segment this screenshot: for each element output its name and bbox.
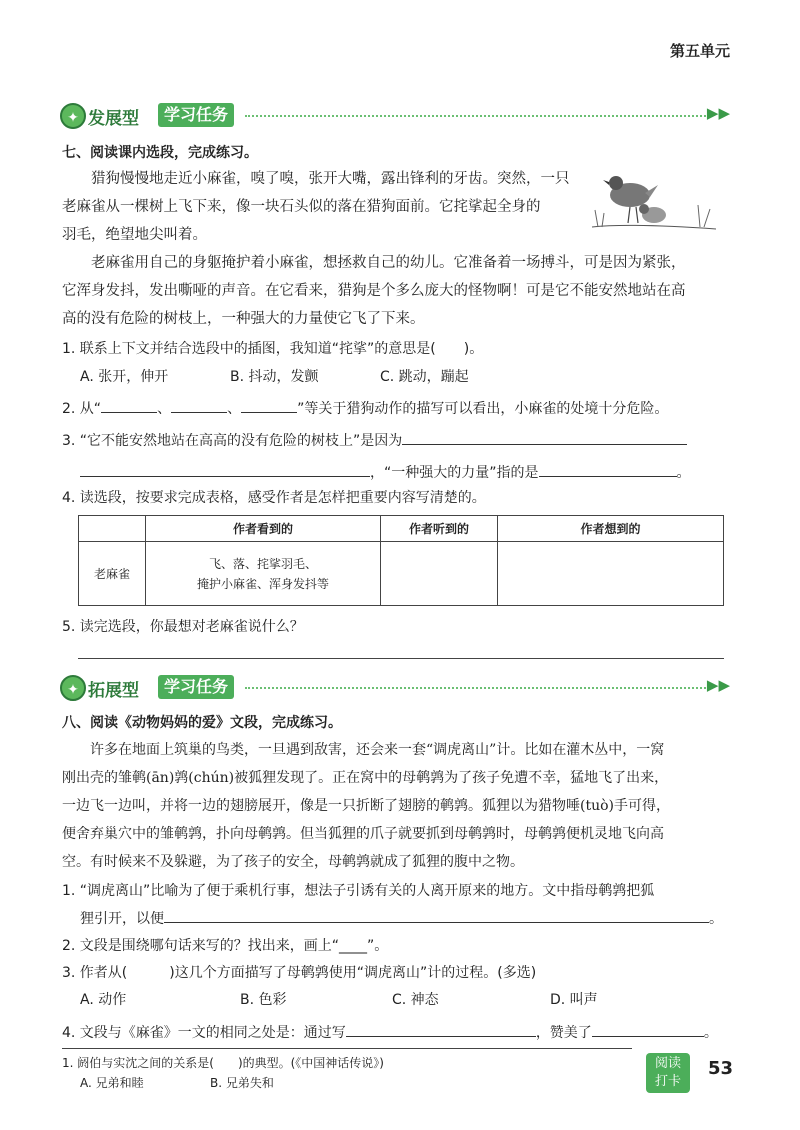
passage-line: 羽毛，绝望地尖叫着。 — [62, 227, 207, 243]
table-cell-heard-input[interactable] — [381, 542, 498, 606]
cell-line: 掩护小麻雀、浑身发抖等 — [196, 576, 329, 591]
option-b[interactable]: B. 色彩 — [240, 992, 287, 1008]
question-3 — [62, 430, 687, 452]
s8q4-mid: ，赞美了 — [535, 1025, 592, 1041]
section-banner-development — [60, 103, 730, 129]
footer-divider — [62, 1048, 632, 1049]
answer-blank[interactable] — [592, 1022, 704, 1037]
banner-label-b: 学习任务 — [158, 103, 234, 127]
passage-paragraph-1 — [62, 165, 582, 193]
dotted-divider — [245, 115, 710, 117]
s8q1-end: 。 — [709, 911, 723, 927]
arrow-icon: ▶▶ — [706, 676, 730, 694]
q3-text: 3. “它不能安然地站在高高的没有危险的树枝上”是因为 — [62, 433, 403, 449]
answer-blank[interactable] — [539, 462, 677, 477]
table-header-thought: 作者想到的 — [498, 516, 724, 542]
section8-question-4 — [62, 1022, 718, 1044]
section7-title: 七、阅读课内选段，完成练习。 — [62, 145, 258, 161]
cell-line: 飞、落、挓挲羽毛、 — [208, 556, 317, 571]
question-3-line-2 — [80, 462, 691, 484]
footer-option-b[interactable]: B. 兄弟失和 — [210, 1076, 274, 1090]
q2-sep: 、 — [157, 401, 172, 417]
option-b[interactable]: B. 抖动，发颤 — [230, 369, 319, 385]
s8q4-text: 4. 文段与《麻雀》一文的相同之处是：通过写 — [62, 1025, 346, 1041]
option-d[interactable]: D. 叫声 — [550, 992, 598, 1008]
option-a[interactable]: A. 动作 — [80, 992, 127, 1008]
footer-question: 1. 阏伯与实沈之间的关系是( )的典型。(《中国神话传说》) — [62, 1056, 384, 1070]
answer-blank[interactable] — [80, 462, 370, 477]
lightbulb-icon: ✦ — [60, 675, 86, 701]
answer-line[interactable] — [78, 658, 724, 659]
observation-table — [78, 515, 724, 606]
question-1: 1. 联系上下文并结合选段中的插图，我知道“挓挲”的意思是( )。 — [62, 341, 484, 357]
table-header-heard: 作者听到的 — [381, 516, 498, 542]
question-4: 4. 读选段，按要求完成表格，感受作者是怎样把重要内容写清楚的。 — [62, 490, 486, 506]
section-banner-extension — [60, 675, 730, 701]
table-corner-cell — [79, 516, 146, 542]
answer-blank[interactable] — [164, 908, 709, 923]
passage-line: 猎狗慢慢地走近小麻雀，嗅了嗅，张开大嘴，露出锋利的牙齿。突然，一只 — [91, 171, 570, 187]
answer-blank[interactable] — [101, 398, 157, 413]
passage-line: 老麻雀从一棵树上飞下来，像一块石头似的落在猎狗面前。它挓挲起全身的 — [62, 199, 541, 215]
section8-question-1-line-2 — [80, 908, 723, 930]
answer-blank[interactable] — [346, 1022, 536, 1037]
reading-checkin-badge — [646, 1053, 690, 1093]
passage-line: 老麻雀用自己的身躯掩护着小麻雀，想拯救自己的幼儿。它准备着一场搏斗，可是因为紧张， — [91, 255, 686, 271]
passage-line: 空。有时候来不及躲避，为了孩子的安全，母鹌鹑就成了狐狸的腹中之物。 — [62, 854, 524, 870]
q3-end: 。 — [676, 465, 691, 481]
passage-line: 便舍弃巢穴中的雏鹌鹑，扑向母鹌鹑。但当狐狸的爪子就要抓到母鹌鹑时，母鹌鹑便机灵地飞向高 — [62, 826, 664, 842]
passage-line: 许多在地面上筑巢的鸟类，一旦遇到敌害，还会来一套“调虎离山”计。比如在灌木丛中，一窝 — [90, 742, 665, 758]
answer-blank[interactable] — [241, 398, 297, 413]
page-number: 53 — [708, 1058, 734, 1079]
option-a[interactable]: A. 张开，伸开 — [80, 369, 169, 385]
sparrow-illustration — [590, 165, 718, 237]
section8-question-1: 1. “调虎离山”比喻为了便于乘机行事，想法子引诱有关的人离开原来的地方。文中指母鹌鹑把狐 — [62, 883, 655, 899]
q2-prefix: 2. 从“ — [62, 401, 102, 417]
s8q4-end: 。 — [703, 1025, 718, 1041]
unit-label: 第五单元 — [669, 42, 730, 60]
q2-sep: 、 — [227, 401, 242, 417]
passage-line: 一边飞一边叫，并将一边的翅膀展开，像是一只折断了翅膀的鹌鹑。狐狸以为猎物唾(tuò)手可得， — [62, 798, 670, 814]
passage-line: 刚出壳的雏鹌(ān)鹑(chún)被狐狸发现了。正在窝中的母鹌鹑为了孩子免遭不幸，猛地飞了出来， — [62, 770, 669, 786]
dotted-divider — [245, 687, 710, 689]
answer-blank[interactable] — [171, 398, 227, 413]
section8-question-3: 3. 作者从( )这几个方面描写了母鹌鹑使用“调虎离山”计的过程。(多选) — [62, 965, 537, 981]
option-c[interactable]: C. 跳动，蹦起 — [380, 369, 469, 385]
answer-blank[interactable] — [402, 430, 687, 445]
question-5: 5. 读完选段，你最想对老麻雀说什么？ — [62, 619, 304, 635]
option-c[interactable]: C. 神态 — [392, 992, 439, 1008]
passage-line: 高的没有危险的树枝上，一种强大的力量使它飞了下来。 — [62, 311, 425, 327]
badge-line: 打卡 — [654, 1074, 681, 1089]
q3-mid: ，“一种强大的力量”指的是 — [370, 465, 539, 481]
footer-option-a[interactable]: A. 兄弟和睦 — [80, 1076, 144, 1090]
section8-title: 八、阅读《动物妈妈的爱》文段，完成练习。 — [62, 715, 342, 731]
badge-line: 阅读 — [654, 1056, 681, 1071]
banner-label-a: 拓展型 — [88, 681, 139, 701]
q2-suffix: ”等关于猎狗动作的描写可以看出，小麻雀的处境十分危险。 — [297, 401, 669, 417]
arrow-icon: ▶▶ — [706, 104, 730, 122]
passage-line: 它浑身发抖，发出嘶哑的声音。在它看来，猎狗是个多么庞大的怪物啊！可是它不能安然地站在高 — [62, 283, 686, 299]
table-cell-thought-input[interactable] — [498, 542, 724, 606]
banner-label-a: 发展型 — [88, 109, 139, 129]
s8q1-text: 狸引开，以便 — [80, 911, 164, 927]
lightbulb-icon: ✦ — [60, 103, 86, 129]
table-cell-seen — [146, 542, 381, 606]
question-2 — [62, 398, 668, 420]
table-row-label: 老麻雀 — [79, 542, 146, 606]
banner-label-b: 学习任务 — [158, 675, 234, 699]
table-header-seen: 作者看到的 — [146, 516, 381, 542]
section8-question-2: 2. 文段是围绕哪句话来写的？找出来，画上“____”。 — [62, 938, 389, 954]
